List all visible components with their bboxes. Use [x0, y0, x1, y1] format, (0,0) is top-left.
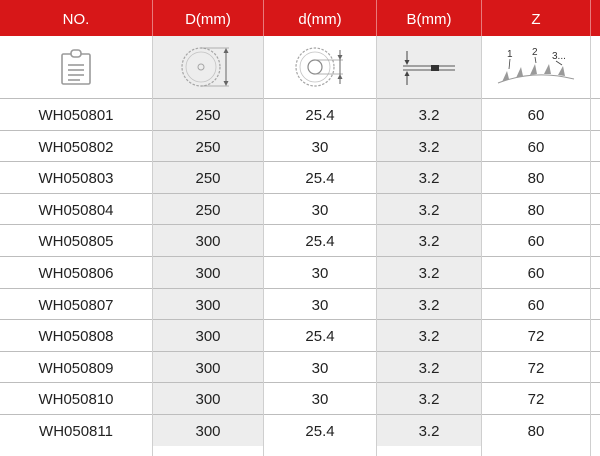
cell-no: WH050803: [38, 170, 114, 188]
cell-outer-diameter: 250: [153, 194, 263, 225]
header-no: NO.: [62, 11, 90, 28]
cell-no: WH050806: [38, 265, 114, 282]
table-row: [0, 225, 600, 256]
table-row: [0, 257, 600, 288]
cell-outer-diameter: 300: [153, 415, 263, 446]
table-row: [0, 383, 600, 414]
cell-bore-diameter: 25.4: [305, 328, 335, 346]
cell-outer-diameter: 300: [153, 320, 263, 351]
cell-teeth: 60: [527, 265, 545, 282]
icon-cell-outer-diameter: [153, 36, 263, 98]
cell-outer-diameter: 300: [153, 352, 263, 383]
table-row: [0, 194, 600, 225]
cell-thickness: 3.2: [377, 320, 481, 351]
cell-bore-diameter: 30: [311, 138, 329, 156]
table-row: [0, 162, 600, 193]
cell-thickness: 3.2: [377, 415, 481, 446]
table-row: [0, 131, 600, 162]
tooth-count-icon: [494, 45, 578, 89]
table-row: [0, 99, 600, 130]
column-divider: [590, 36, 591, 456]
cell-bore-diameter: 30: [311, 265, 329, 282]
table-row: [0, 415, 600, 446]
cell-bore-diameter: 25.4: [305, 170, 335, 188]
cell-teeth: 80: [527, 201, 545, 219]
cell-teeth: 60: [527, 107, 545, 124]
bore-diameter-blade-icon: [285, 42, 355, 92]
cell-teeth: 80: [527, 170, 545, 188]
cell-thickness: 3.2: [377, 162, 481, 193]
cell-thickness: 3.2: [377, 99, 481, 130]
cell-no: WH050807: [38, 296, 114, 314]
cell-no: WH050809: [38, 359, 114, 377]
outer-diameter-blade-icon: [173, 42, 243, 92]
header-outer-diameter: D(mm): [185, 11, 231, 28]
cell-bore-diameter: 25.4: [305, 233, 335, 251]
cell-no: WH050811: [39, 423, 113, 440]
cell-thickness: 3.2: [377, 194, 481, 225]
cell-outer-diameter: 300: [153, 289, 263, 320]
table-row: [0, 352, 600, 383]
cell-teeth: 80: [527, 423, 545, 440]
cell-teeth: 72: [527, 359, 545, 377]
cell-outer-diameter: 300: [153, 257, 263, 288]
column-divider: [481, 36, 482, 456]
cell-outer-diameter: 300: [153, 383, 263, 414]
cell-bore-diameter: 30: [311, 359, 329, 377]
cell-bore-diameter: 30: [311, 391, 329, 409]
cell-bore-diameter: 30: [311, 201, 329, 219]
cell-thickness: 3.2: [377, 131, 481, 162]
header-divider: [590, 0, 591, 36]
cell-no: WH050805: [38, 233, 114, 251]
table-header: [0, 0, 600, 36]
cell-no: WH050808: [38, 328, 114, 346]
cell-teeth: 72: [527, 391, 545, 409]
cell-thickness: 3.2: [377, 383, 481, 414]
blade-thickness-icon: [397, 47, 461, 87]
cell-thickness: 3.2: [377, 352, 481, 383]
column-divider: [152, 36, 153, 456]
cell-thickness: 3.2: [377, 257, 481, 288]
cell-teeth: 72: [527, 328, 545, 346]
cell-no: WH050810: [38, 391, 114, 409]
cell-outer-diameter: 250: [153, 99, 263, 130]
tooth-label-2: 2: [532, 47, 538, 58]
icon-row: [0, 36, 600, 98]
cell-no: WH050801: [38, 107, 114, 124]
cell-teeth: 60: [527, 233, 545, 251]
cell-bore-diameter: 25.4: [305, 107, 335, 124]
cell-thickness: 3.2: [377, 225, 481, 256]
icon-cell-teeth: [482, 36, 590, 98]
cell-outer-diameter: 250: [153, 131, 263, 162]
cell-no: WH050802: [38, 138, 114, 156]
cell-no: WH050804: [38, 201, 114, 219]
header-thickness: B(mm): [406, 11, 452, 28]
cell-bore-diameter: 30: [311, 296, 329, 314]
cell-bore-diameter: 25.4: [305, 423, 335, 440]
icon-cell-thickness: [377, 36, 481, 98]
tooth-label-1: 1: [507, 49, 513, 60]
header-bore-diameter: d(mm): [298, 11, 342, 28]
table-row: [0, 289, 600, 320]
icon-cell-no: [0, 36, 152, 98]
cell-outer-diameter: 250: [153, 162, 263, 193]
column-divider: [263, 36, 264, 456]
column-divider: [376, 36, 377, 456]
cell-outer-diameter: 300: [153, 225, 263, 256]
header-teeth: Z: [531, 11, 541, 28]
cell-teeth: 60: [527, 138, 545, 156]
icon-cell-bore-diameter: [264, 36, 376, 98]
clipboard-icon: [60, 48, 92, 86]
cell-teeth: 60: [527, 296, 545, 314]
table-row: [0, 320, 600, 351]
tooth-label-3: 3...: [552, 51, 566, 62]
cell-thickness: 3.2: [377, 289, 481, 320]
